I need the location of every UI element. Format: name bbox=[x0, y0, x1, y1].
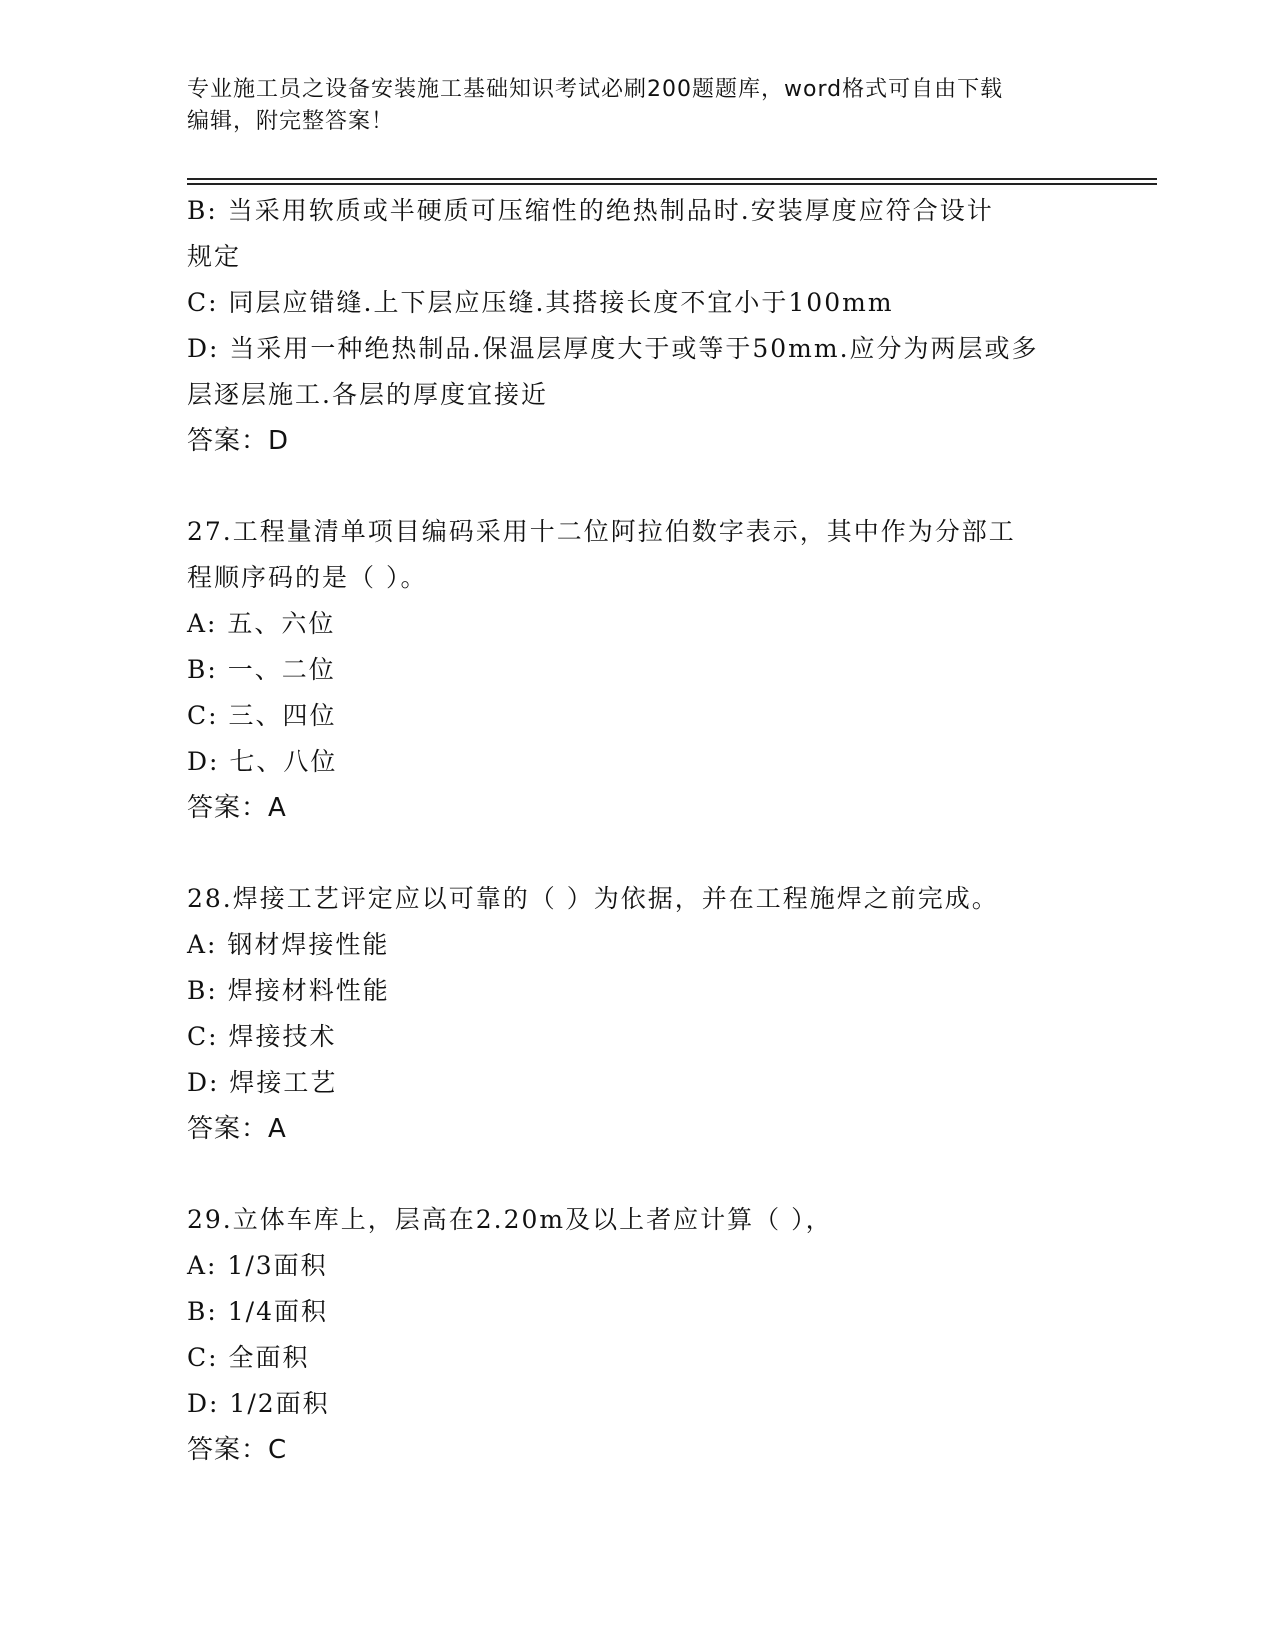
option-a: A: 1/3面积 bbox=[187, 1251, 328, 1280]
question-26 bbox=[187, 188, 1087, 464]
question-stem: 28.焊接工艺评定应以可靠的（ ）为依据，并在工程施焊之前完成。 bbox=[187, 884, 999, 913]
spacer bbox=[187, 831, 1087, 876]
document-header bbox=[187, 74, 1067, 138]
answer: 答案：A bbox=[187, 1114, 287, 1144]
answer: 答案：C bbox=[187, 1435, 288, 1465]
option-b-line-2: 规定 bbox=[187, 242, 242, 271]
option-b: B: 一、二位 bbox=[187, 655, 336, 684]
option-c: C: 同层应错缝.上下层应压缝.其搭接长度不宜小于100mm bbox=[187, 288, 894, 317]
option-b: B: 焊接材料性能 bbox=[187, 976, 390, 1005]
spacer bbox=[187, 464, 1087, 509]
question-29 bbox=[187, 1197, 1087, 1473]
option-d: D: 焊接工艺 bbox=[187, 1068, 338, 1097]
answer: 答案：D bbox=[187, 426, 290, 456]
question-28 bbox=[187, 876, 1087, 1152]
option-d-line-2: 层逐层施工.各层的厚度宜接近 bbox=[187, 380, 548, 409]
option-c: C: 全面积 bbox=[187, 1343, 310, 1372]
option-a: A: 钢材焊接性能 bbox=[187, 930, 390, 959]
question-list bbox=[187, 188, 1087, 1473]
option-a: A: 五、六位 bbox=[187, 609, 336, 638]
header-divider-bottom bbox=[187, 183, 1157, 185]
spacer bbox=[187, 1152, 1087, 1197]
answer: 答案：A bbox=[187, 793, 287, 823]
option-b-line-1: B: 当采用软质或半硬质可压缩性的绝热制品时.安装厚度应符合设计 bbox=[187, 196, 994, 225]
option-b: B: 1/4面积 bbox=[187, 1297, 328, 1326]
option-c: C: 三、四位 bbox=[187, 701, 337, 730]
option-c: C: 焊接技术 bbox=[187, 1022, 337, 1051]
question-27 bbox=[187, 509, 1087, 831]
question-stem: 29.立体车库上，层高在2.20m及以上者应计算（ ）， bbox=[187, 1205, 833, 1234]
question-stem-line-1: 27.工程量清单项目编码采用十二位阿拉伯数字表示，其中作为分部工 bbox=[187, 517, 1016, 546]
option-d: D: 七、八位 bbox=[187, 747, 338, 776]
header-title-line-1: 专业施工员之设备安装施工基础知识考试必刷200题题库，word格式可自由下载 bbox=[187, 77, 1004, 102]
question-stem-line-2: 程顺序码的是（ ）。 bbox=[187, 563, 428, 592]
header-title-line-2: 编辑，附完整答案！ bbox=[187, 109, 395, 134]
header-divider-top bbox=[187, 178, 1157, 180]
option-d: D: 1/2面积 bbox=[187, 1389, 330, 1418]
option-d-line-1: D: 当采用一种绝热制品.保温层厚度大于或等于50mm.应分为两层或多 bbox=[187, 334, 1039, 363]
